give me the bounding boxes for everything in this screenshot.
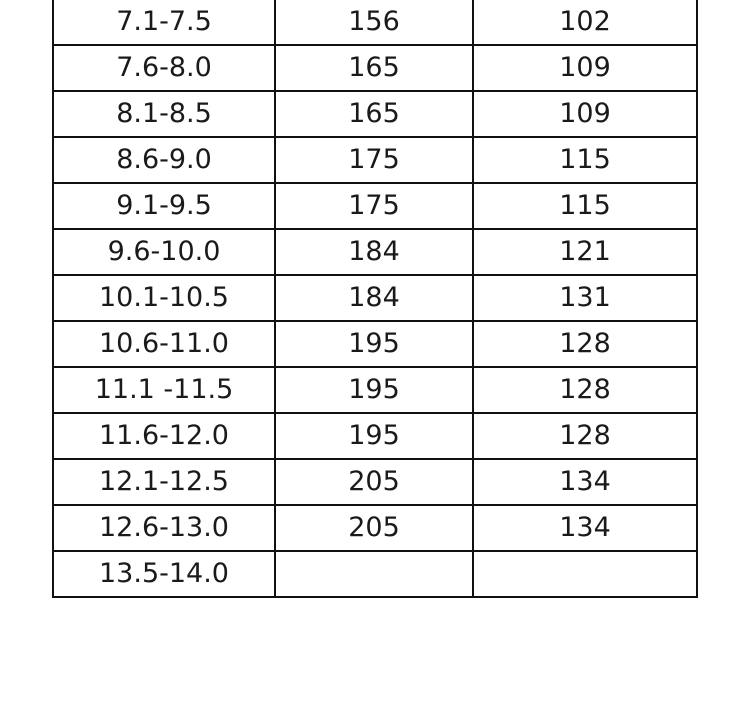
table-row xyxy=(53,551,697,597)
table-row xyxy=(53,137,697,183)
table-row xyxy=(53,0,697,45)
size-range-cell: 11.6-12.0 xyxy=(53,413,275,459)
size-range-cell: 13.5-14.0 xyxy=(53,551,275,597)
table-row xyxy=(53,459,697,505)
size-range-cell: 8.6-9.0 xyxy=(53,137,275,183)
value-cell: 131 xyxy=(473,275,697,321)
value-cell xyxy=(275,551,473,597)
value-cell: 165 xyxy=(275,91,473,137)
value-cell: 165 xyxy=(275,45,473,91)
size-range-cell: 10.1-10.5 xyxy=(53,275,275,321)
table-row xyxy=(53,505,697,551)
value-cell: 115 xyxy=(473,183,697,229)
size-range-cell: 11.1 -11.5 xyxy=(53,367,275,413)
value-cell: 134 xyxy=(473,459,697,505)
value-cell: 156 xyxy=(275,0,473,45)
size-chart-body xyxy=(53,0,697,597)
value-cell: 205 xyxy=(275,459,473,505)
size-range-cell: 7.1-7.5 xyxy=(53,0,275,45)
value-cell: 195 xyxy=(275,321,473,367)
table-row xyxy=(53,183,697,229)
table-row xyxy=(53,229,697,275)
value-cell: 128 xyxy=(473,321,697,367)
size-range-cell: 9.1-9.5 xyxy=(53,183,275,229)
table-row xyxy=(53,367,697,413)
value-cell: 184 xyxy=(275,275,473,321)
value-cell: 109 xyxy=(473,91,697,137)
value-cell: 175 xyxy=(275,137,473,183)
value-cell: 102 xyxy=(473,0,697,45)
value-cell: 128 xyxy=(473,367,697,413)
size-chart-table xyxy=(52,0,698,598)
size-range-cell: 12.6-13.0 xyxy=(53,505,275,551)
value-cell: 195 xyxy=(275,367,473,413)
value-cell xyxy=(473,551,697,597)
table-row xyxy=(53,321,697,367)
value-cell: 175 xyxy=(275,183,473,229)
table-row xyxy=(53,91,697,137)
size-range-cell: 9.6-10.0 xyxy=(53,229,275,275)
size-range-cell: 8.1-8.5 xyxy=(53,91,275,137)
value-cell: 128 xyxy=(473,413,697,459)
value-cell: 205 xyxy=(275,505,473,551)
size-range-cell: 7.6-8.0 xyxy=(53,45,275,91)
value-cell: 115 xyxy=(473,137,697,183)
value-cell: 195 xyxy=(275,413,473,459)
value-cell: 184 xyxy=(275,229,473,275)
table-row xyxy=(53,45,697,91)
size-range-cell: 12.1-12.5 xyxy=(53,459,275,505)
table-row xyxy=(53,275,697,321)
value-cell: 134 xyxy=(473,505,697,551)
value-cell: 121 xyxy=(473,229,697,275)
value-cell: 109 xyxy=(473,45,697,91)
size-range-cell: 10.6-11.0 xyxy=(53,321,275,367)
table-row xyxy=(53,413,697,459)
